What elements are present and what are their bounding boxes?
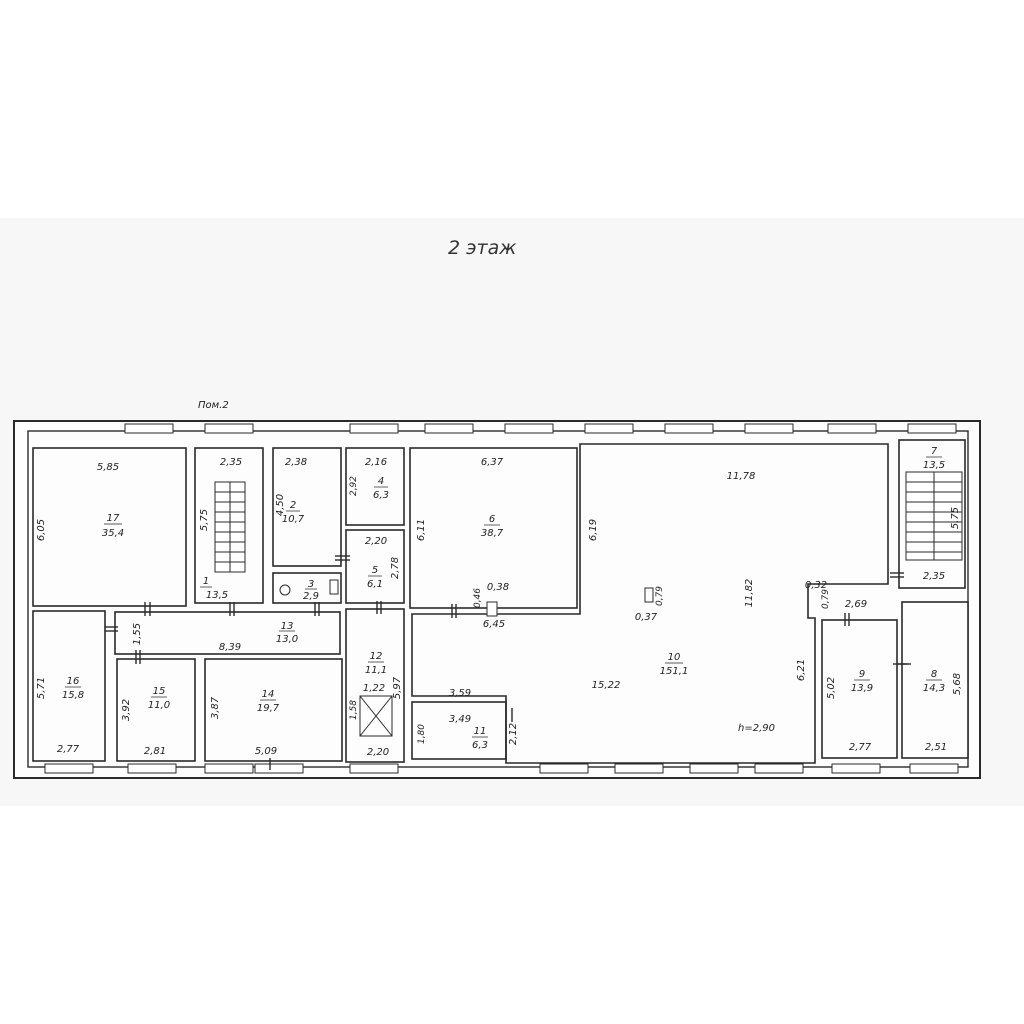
room-7-height: 5,75 xyxy=(950,506,961,530)
room-7-width: 2,35 xyxy=(922,571,946,582)
room-14-width: 5,09 xyxy=(254,746,278,757)
room-10-area: 151,1 xyxy=(659,666,689,677)
room-14-height: 3,87 xyxy=(210,696,221,720)
windows-top xyxy=(125,424,956,433)
room-13-number: 13 xyxy=(280,621,294,632)
room-7-number: 7 xyxy=(930,446,938,457)
room-11-width: 3,49 xyxy=(448,714,472,725)
dim-11-78: 11,78 xyxy=(726,471,756,482)
room-15-number: 15 xyxy=(152,686,166,697)
dim-2-69: 2,69 xyxy=(844,599,868,610)
room-14-number: 14 xyxy=(261,689,275,700)
dim-0-79b: 0,79 xyxy=(655,585,665,607)
dim-1-58: 1,58 xyxy=(349,699,359,721)
elevator-shaft xyxy=(360,696,392,736)
dim-6-19: 6,19 xyxy=(588,518,599,542)
room-5-width: 2,20 xyxy=(364,536,388,547)
room-13-width: 8,39 xyxy=(218,642,242,653)
room-6-area: 38,7 xyxy=(480,528,504,539)
room-13-height: 1,55 xyxy=(132,622,143,646)
room-2-height: 4,50 xyxy=(275,493,286,517)
room-1-width: 2,35 xyxy=(219,457,243,468)
dim-6-45: 6,45 xyxy=(482,619,506,630)
room-15-width: 2,81 xyxy=(143,746,167,757)
floor-title: 2 этаж xyxy=(448,237,517,259)
room-8-number: 8 xyxy=(930,669,938,680)
column xyxy=(645,588,653,602)
room-9-area: 13,9 xyxy=(850,683,874,694)
room-8-width: 2,51 xyxy=(924,742,948,753)
room-16-width: 2,77 xyxy=(56,744,80,755)
dim-0-46: 0,46 xyxy=(473,587,483,609)
room-11-height: 2,12 xyxy=(508,722,519,746)
room-4-width: 2,16 xyxy=(364,457,388,468)
room-1-height: 5,75 xyxy=(199,508,210,532)
room-14-area: 19,7 xyxy=(256,703,280,714)
room-1-number: 1 xyxy=(202,576,210,587)
room-4-number: 4 xyxy=(377,476,385,487)
room-3-area: 2,9 xyxy=(303,591,319,602)
column-small xyxy=(487,602,497,616)
plan-sheet xyxy=(0,218,1024,806)
room-9-number: 9 xyxy=(858,669,866,680)
room-17-area: 35,4 xyxy=(101,528,125,539)
room-17-width: 5,85 xyxy=(96,462,120,473)
dim-0-79a: 0,79 xyxy=(821,588,831,610)
room-2-number: 2 xyxy=(289,500,297,511)
room-17-height: 6,05 xyxy=(36,518,47,542)
room-6-width: 6,37 xyxy=(480,457,504,468)
dim-0-32: 0,32 xyxy=(804,580,828,591)
floor-plan xyxy=(0,218,1024,806)
room-4-height: 2,92 xyxy=(349,475,359,497)
room-4-area: 6,3 xyxy=(373,490,389,501)
room-6-number: 6 xyxy=(488,514,496,525)
room-10-number: 10 xyxy=(667,652,681,663)
room-15-area: 11,0 xyxy=(147,700,171,711)
room-12-number: 12 xyxy=(369,651,383,662)
dim-0-38: 0,38 xyxy=(486,582,510,593)
room-11-area: 6,3 xyxy=(472,740,488,751)
dim-1-80: 1,80 xyxy=(417,723,427,745)
room-8-height: 5,68 xyxy=(952,672,963,696)
room-12-area: 11,1 xyxy=(364,665,388,676)
room-15-height: 3,92 xyxy=(121,698,132,722)
dim-3-59: 3,59 xyxy=(448,688,472,699)
room-10-height: 6,21 xyxy=(796,658,807,682)
room-12-width: 2,20 xyxy=(366,747,390,758)
room-9-height: 5,02 xyxy=(826,676,837,700)
room-13-area: 13,0 xyxy=(275,634,299,645)
room-3-number: 3 xyxy=(307,579,315,590)
room-11-number: 11 xyxy=(473,726,487,737)
room-12-height: 5,97 xyxy=(392,676,403,700)
room-16-area: 15,8 xyxy=(61,690,85,701)
room-17-number: 17 xyxy=(106,513,120,524)
room-1-area: 13,5 xyxy=(205,590,229,601)
stairs-1 xyxy=(215,482,245,572)
room-5-number: 5 xyxy=(371,565,379,576)
room-6-height: 6,11 xyxy=(416,518,427,542)
room-5-area: 6,1 xyxy=(367,579,383,590)
room-10-width: 15,22 xyxy=(591,680,621,691)
dim-11-82: 11,82 xyxy=(744,578,755,608)
room-2-area: 10,7 xyxy=(281,514,305,525)
room-9-width: 2,77 xyxy=(848,742,872,753)
dim-0-37: 0,37 xyxy=(634,612,658,623)
dim-1-22: 1,22 xyxy=(362,683,386,694)
room-5-height: 2,78 xyxy=(390,556,401,580)
ceiling-height: h=2,90 xyxy=(738,723,775,734)
room-8-area: 14,3 xyxy=(922,683,946,694)
room-16-number: 16 xyxy=(66,676,80,687)
room-7-area: 13,5 xyxy=(922,460,946,471)
room-2-width: 2,38 xyxy=(284,457,308,468)
room-16-height: 5,71 xyxy=(36,676,47,700)
premises-label: Пом.2 xyxy=(198,400,229,411)
